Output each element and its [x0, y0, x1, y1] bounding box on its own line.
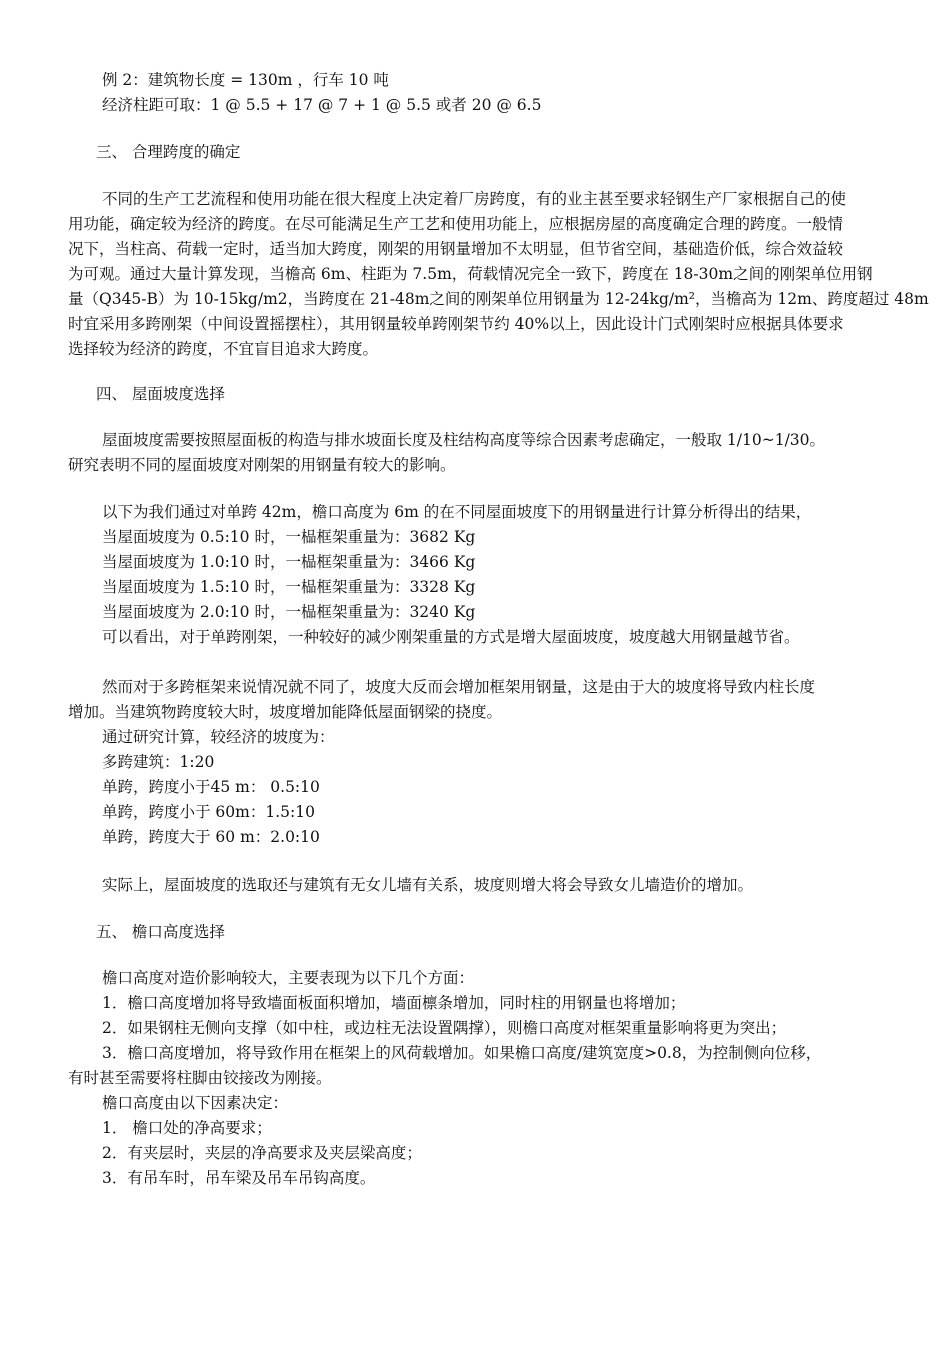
section3-para-line: 选择较为经济的跨度，不宜盲目追求大跨度。	[68, 340, 379, 358]
section3-para-line: 为可观。通过大量计算发现，当檐高 6m、柱距为 7.5m，荷载情况完全一致下，跨度在 18-30m之间的刚架单位用钢	[68, 265, 873, 283]
econ-slope-item: 单跨，跨度大于 60 m：2.0:10	[102, 828, 320, 846]
eave-effect-item: 3．檐口高度增加，将导致作用在框架上的风荷载增加。如果檐口高度/建筑宽度>0.8，为控制侧向位移，	[102, 1044, 822, 1062]
example2-line2: 经济柱距可取：1 @ 5.5 + 17 @ 7 + 1 @ 5.5 或者 20 @ 6.5	[102, 96, 542, 114]
section3-para-line: 量（Q345-B）为 10-15kg/m2，当跨度在 21-48m之间的刚架单位用钢量为 12-24kg/m²，当檐高为 12m、跨度超过 48m	[68, 290, 929, 308]
section4-intro-line: 屋面坡度需要按照屋面板的构造与排水坡面长度及柱结构高度等综合因素考虑确定，一般取 1/10~1/30。	[102, 431, 826, 449]
section3-para-line: 时宜采用多跨刚架（中间设置摇摆柱），其用钢量较单跨刚架节约 40%以上，因此设计门式刚架时应根据具体要求	[68, 315, 844, 333]
slope-result: 当屋面坡度为 1.5:10 时，一榀框架重量为：3328 Kg	[102, 578, 476, 596]
example2-line1: 例 2：建筑物长度 = 130m ，行车 10 吨	[102, 71, 389, 89]
section4-heading: 四、 屋面坡度选择	[96, 385, 225, 403]
calc-intro: 以下为我们通过对单跨 42m，檐口高度为 6m 的在不同屋面坡度下的用钢量进行计算分析得出的结果，	[102, 503, 812, 521]
parapet-note: 实际上，屋面坡度的选取还与建筑有无女儿墙有关系，坡度则增大将会导致女儿墙造价的增加。	[102, 876, 754, 894]
section3-para-line: 用功能，确定较为经济的跨度。在尽可能满足生产工艺和使用功能上，应根据房屋的高度确定合理的跨度。一般情	[68, 215, 844, 233]
econ-intro: 通过研究计算，较经济的坡度为：	[102, 728, 335, 746]
eave-effect-item: 有时甚至需要将柱脚由铰接改为刚接。	[68, 1069, 332, 1087]
econ-slope-item: 多跨建筑：1:20	[102, 753, 215, 771]
multi-span-para-line: 增加。当建筑物跨度较大时，坡度增加能降低屋面钢梁的挠度。	[68, 703, 503, 721]
section5-intro: 檐口高度对造价影响较大，主要表现为以下几个方面：	[102, 969, 475, 987]
slope-result: 当屋面坡度为 0.5:10 时，一榀框架重量为：3682 Kg	[102, 528, 476, 546]
eave-factor-item: 3．有吊车时，吊车梁及吊车吊钩高度。	[102, 1169, 376, 1187]
slope-result: 当屋面坡度为 2.0:10 时，一榀框架重量为：3240 Kg	[102, 603, 476, 621]
section4-intro-line: 研究表明不同的屋面坡度对刚架的用钢量有较大的影响。	[68, 456, 456, 474]
eave-factor-item: 2．有夹层时，夹层的净高要求及夹层梁高度；	[102, 1144, 422, 1162]
eave-factor-item: 1． 檐口处的净高要求；	[102, 1119, 272, 1137]
slope-conclusion: 可以看出，对于单跨刚架，一种较好的减少刚架重量的方式是增大屋面坡度，坡度越大用钢量越节省。	[102, 628, 800, 646]
section3-para-line: 况下，当柱高、荷载一定时，适当加大跨度，刚架的用钢量增加不太明显，但节省空间，基础造价低，综合效益较	[68, 240, 844, 258]
section3-heading: 三、 合理跨度的确定	[96, 143, 241, 161]
econ-slope-item: 单跨，跨度小于 60m：1.5:10	[102, 803, 315, 821]
econ-slope-item: 单跨，跨度小于45 m： 0.5:10	[102, 778, 320, 796]
eave-effect-item: 1．檐口高度增加将导致墙面板面积增加，墙面檩条增加，同时柱的用钢量也将增加；	[102, 994, 686, 1012]
section5-heading: 五、 檐口高度选择	[96, 923, 225, 941]
factors-intro: 檐口高度由以下因素决定：	[102, 1094, 289, 1112]
slope-result: 当屋面坡度为 1.0:10 时，一榀框架重量为：3466 Kg	[102, 553, 476, 571]
eave-effect-item: 2．如果钢柱无侧向支撑（如中柱，或边柱无法设置隅撑），则檐口高度对框架重量影响将更为突出；	[102, 1019, 787, 1037]
section3-para-line: 不同的生产工艺流程和使用功能在很大程度上决定着厂房跨度，有的业主甚至要求轻钢生产厂家根据自己的使	[102, 190, 847, 208]
multi-span-para-line: 然而对于多跨框架来说情况就不同了，坡度大反而会增加框架用钢量，这是由于大的坡度将导致内柱长度	[102, 678, 816, 696]
